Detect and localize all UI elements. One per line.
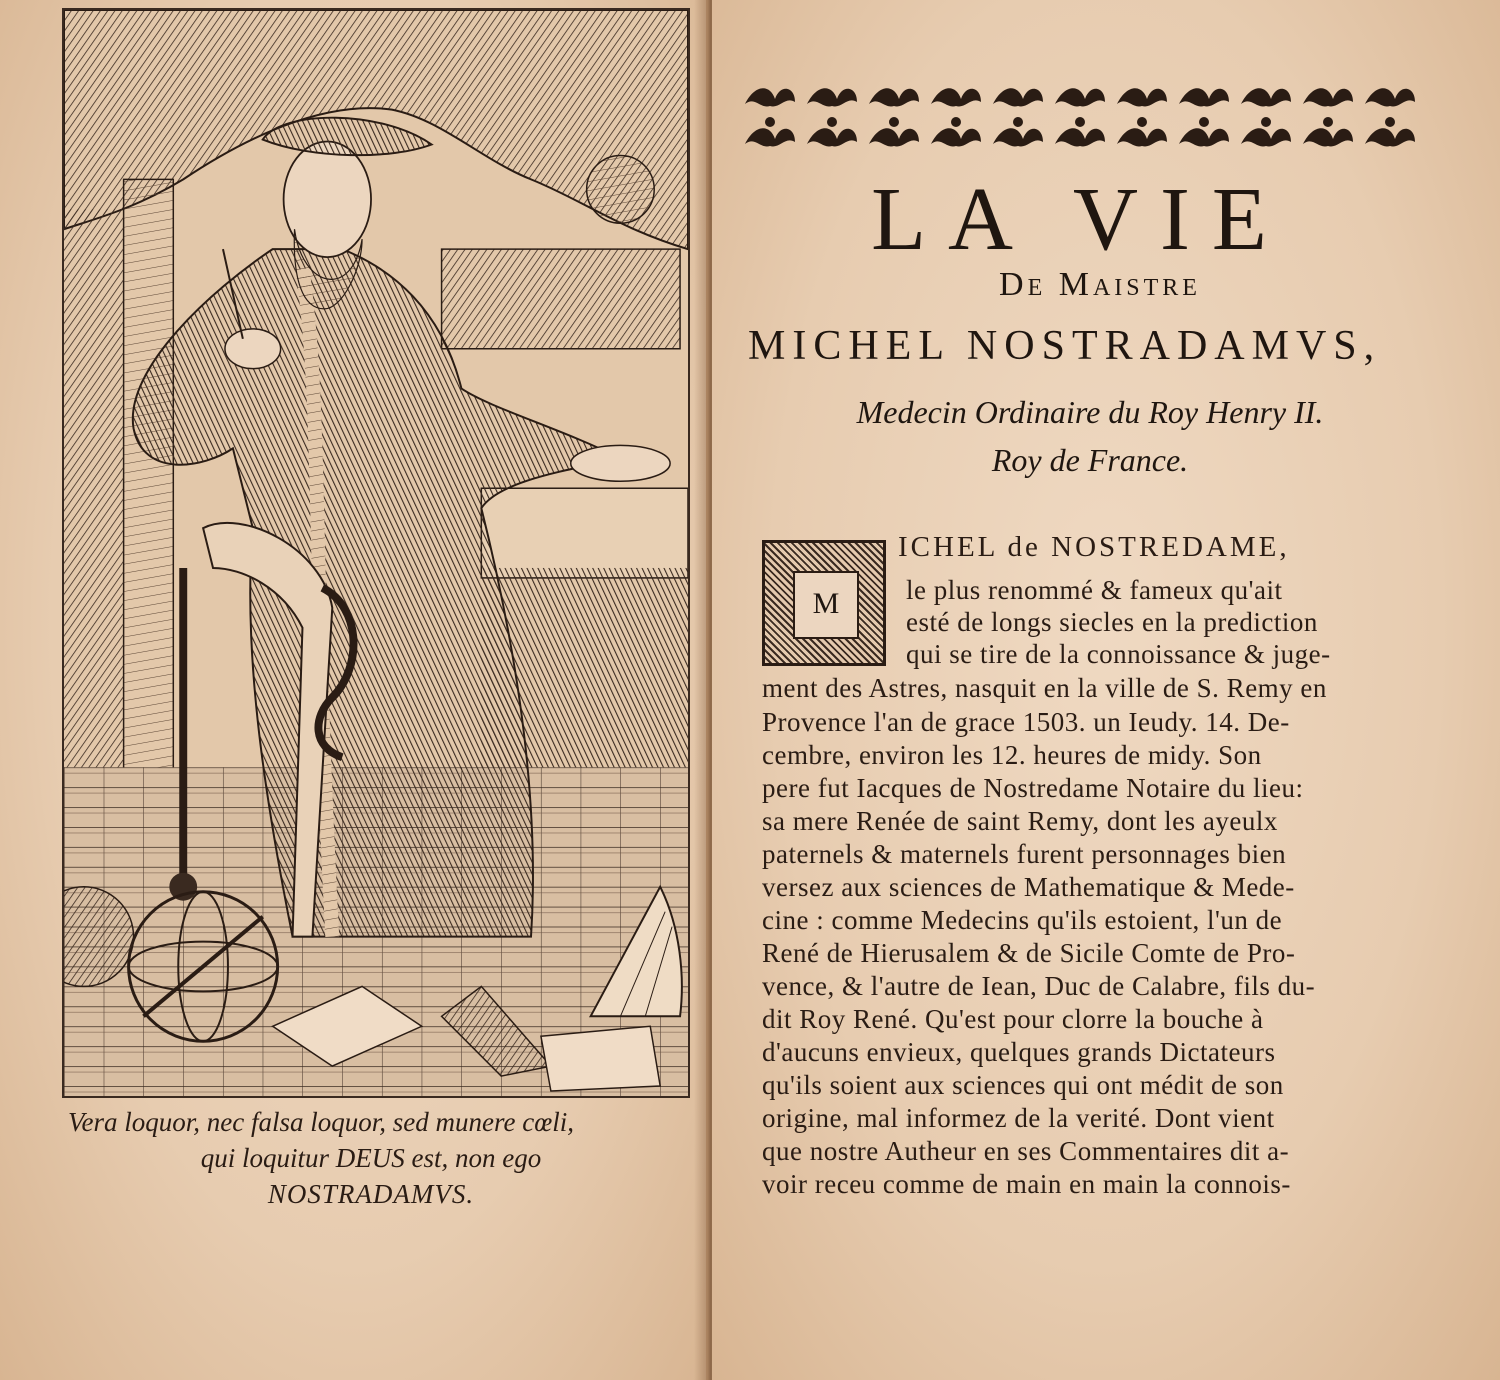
body-line: origine, mal informez de la verité. Dont vient bbox=[762, 1103, 1275, 1133]
drop-cap-initial bbox=[762, 540, 886, 666]
subtitle-kingdom: Roy de France. bbox=[991, 442, 1189, 478]
body-line: pere fut Iacques de Nostredame Notaire du lieu: bbox=[762, 773, 1304, 803]
body-line: ment des Astres, nasquit en la ville de S. Remy en bbox=[762, 673, 1327, 703]
body-line: le plus renommé & fameux qu'ait bbox=[906, 575, 1283, 605]
engraving-caption bbox=[62, 1104, 680, 1212]
drop-cap-letter: M bbox=[793, 571, 859, 639]
body-line: cembre, environ les 12. heures de midy. Son bbox=[762, 740, 1262, 770]
body-line: voir receu comme de main en main la connois- bbox=[762, 1169, 1291, 1199]
body-line: René de Hierusalem & de Sicile Comte de Pro- bbox=[762, 938, 1296, 968]
body-line: sa mere Renée de saint Remy, dont les ayeulx bbox=[762, 806, 1278, 836]
subtitle-position: Medecin Ordinaire du Roy Henry II. bbox=[856, 394, 1324, 430]
body-line: Provence l'an de grace 1503. un Ieudy. 14. De- bbox=[762, 707, 1290, 737]
body-line: ICHEL de NOSTREDAME, bbox=[898, 531, 1290, 563]
body-line: paternels & maternels furent personnages bien bbox=[762, 839, 1287, 869]
body-line: esté de longs siecles en la prediction bbox=[906, 607, 1318, 637]
body-line: que nostre Autheur en ses Commentaires dit a- bbox=[762, 1136, 1290, 1166]
caption-line-3: NOSTRADAMVS. bbox=[267, 1179, 475, 1209]
caption-line-1: Vera loquor, nec falsa loquor, sed munere cœli, bbox=[68, 1107, 574, 1137]
body-line: d'aucuns envieux, quelques grands Dictateurs bbox=[762, 1037, 1276, 1067]
body-line: versez aux sciences de Mathematique & Mede- bbox=[762, 872, 1295, 902]
body-line: cine : comme Medecins qu'ils estoient, l'un de bbox=[762, 905, 1283, 935]
caption-line-2: qui loquitur DEUS est, non ego bbox=[200, 1143, 542, 1173]
body-line: vence, & l'autre de Iean, Duc de Calabre, fils du- bbox=[762, 971, 1316, 1001]
book-title: LA VIE bbox=[871, 170, 1289, 269]
subtitle-de-maistre: De Maistre bbox=[999, 266, 1201, 303]
body-line: qui se tire de la connoissance & juge- bbox=[906, 639, 1331, 669]
left-page bbox=[0, 0, 706, 1380]
body-line: qu'ils soient aux sciences qui ont médit de son bbox=[762, 1070, 1284, 1100]
body-line: dit Roy René. Qu'est pour clorre la bouche à bbox=[762, 1004, 1264, 1034]
subtitle-name: MICHEL NOSTRADAMVS, bbox=[748, 323, 1382, 369]
nostradamus-portrait-engraving bbox=[62, 8, 690, 1098]
fleuron-ornament-band bbox=[740, 74, 1430, 164]
engraving-illustration bbox=[64, 10, 688, 1096]
